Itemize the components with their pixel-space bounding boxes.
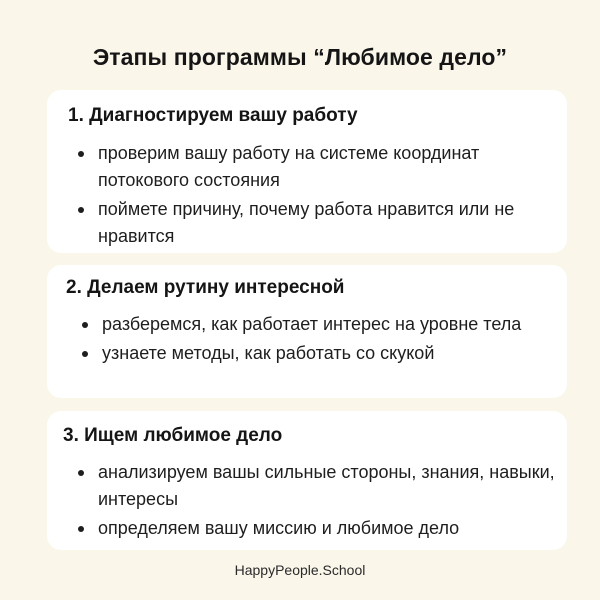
bullet-dot-icon	[82, 322, 88, 328]
bullet-dot-icon	[78, 207, 84, 213]
bullet-dot-icon	[78, 470, 84, 476]
list-item	[82, 311, 552, 338]
bullet-dot-icon	[78, 151, 84, 157]
list-item	[78, 459, 558, 513]
list-item	[78, 515, 558, 542]
page-title: Этапы программы “Любимое дело”	[92, 44, 508, 70]
bullet-text: анализируем вашы сильные стороны, знания, навыки, интересы	[98, 462, 555, 509]
list-item	[78, 140, 558, 194]
stage-1-heading: 1. Диагностируем вашу работу	[68, 105, 358, 126]
bullet-text: проверим вашу работу на системе координат потокового состояния	[98, 143, 480, 190]
bullet-dot-icon	[82, 351, 88, 357]
bullet-text: определяем вашу миссию и любимое дело	[98, 518, 460, 538]
list-item	[82, 340, 552, 367]
stage-card-1	[47, 90, 567, 253]
stage-card-3	[47, 411, 567, 550]
bullet-dot-icon	[78, 526, 84, 532]
bullet-text: разберемся, как работает интерес на уровне тела	[102, 314, 522, 334]
footer-brand: HappyPeople.School	[234, 562, 366, 578]
stage-1-bullet-list	[78, 140, 558, 252]
bullet-text: поймете причину, почему работа нравится или не нравится	[98, 199, 515, 246]
bullet-text: узнаете методы, как работать со скукой	[102, 343, 435, 363]
stage-3-bullet-list	[78, 459, 558, 544]
stage-2-heading: 2. Делаем рутину интересной	[66, 277, 345, 298]
stage-3-heading: 3. Ищем любимое дело	[63, 425, 283, 446]
stage-card-2	[47, 265, 567, 398]
list-item	[78, 196, 558, 250]
stage-2-bullet-list	[82, 311, 552, 369]
